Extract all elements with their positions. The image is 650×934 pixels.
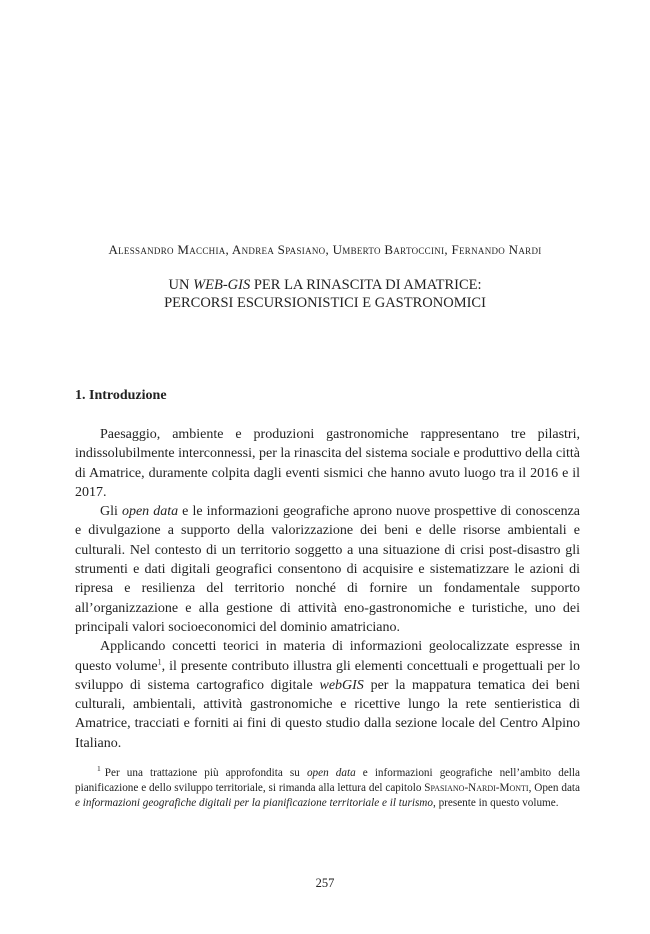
body-text — [75, 425, 580, 753]
footnote-author-reference: Spasiano-Nardi-Monti — [424, 782, 529, 795]
paragraph-emphasis: open data — [121, 504, 179, 520]
paragraph-text: Gli — [100, 504, 122, 520]
footnote-segment: , presente in questo volume. — [432, 797, 559, 810]
footnote — [75, 766, 580, 812]
paragraph-1: Paesaggio, ambiente e produzioni gastronomiche rappresentano tre pilastri, indissolubilmente interconnessi, per la rinascita del sistema sociale e produttivo della città di Amatrice, duramente colpita dagli eventi sismici che hanno avuto luogo tra il 2016 e il 2017. — [75, 427, 580, 500]
footnote-segment: e informazioni geografiche nell’ambito della pianificazione e dello sviluppo territoriale, si rimanda alla lettura del capitolo — [75, 767, 580, 795]
footnote-emphasis: e informazioni geografiche digitali per la pianificazione territoriale e il turismo — [75, 797, 433, 810]
paragraph-text: e le informazioni geografiche aprono nuove prospettive di conoscenza e divulgazione a supporto della valorizzazione dei beni e delle risorse ambientali e culturali. Nel contesto di un territorio soggetto a una situazione di crisi post-disastro gli strumenti e dati digitali geografici consentono di acquisire e sistematizzare le azioni di ripresa e resilienza del territorio nonché di fornire un fondamentale supporto all’organizzazione e alla gestione di attività eno-gastronomiche e turistiche, uno dei principali valori socioeconomici del dominio amatriciano. — [75, 504, 581, 635]
section-heading: 1. Introduzione — [75, 388, 167, 403]
title-text: PER LA RINASCITA DI AMATRICE: — [250, 277, 482, 293]
title-text: UN — [168, 277, 194, 293]
paragraph-text: Applicando concetti teorici in materia di informazioni geolocalizzate espresse in questo volume — [75, 639, 580, 674]
page-number: 257 — [315, 876, 335, 890]
title-line-2: PERCORSI ESCURSIONISTICI E GASTRONOMICI — [164, 295, 486, 311]
footnote-number: 1 — [97, 764, 101, 774]
paragraph-3 — [75, 637, 580, 753]
footnote-segment: , Open data — [528, 782, 580, 795]
footnote-segment: Per una trattazione più approfondita su — [104, 767, 307, 779]
chapter-title — [0, 276, 650, 312]
paragraph-text: , il presente contributo illustra gli elementi concettuali e progettuali per lo sviluppo di sistema cartografico digitale — [75, 658, 581, 693]
title-line-1 — [0, 276, 650, 294]
footnote-reference: 1 — [157, 656, 162, 666]
paragraph-text: per la mappatura tematica dei beni culturali, ambientali, attività gastronomiche e ricettive lungo la rete sentieristica di Amatrice, tracciati e forniti ai fini di questo studio dalla sezione locale del Centro Alpino Italiano. — [75, 677, 581, 751]
title-emphasis: WEB-GIS — [193, 277, 251, 293]
footnote-text — [75, 766, 580, 812]
paragraph-2 — [75, 502, 580, 637]
paragraph-emphasis: webGIS — [319, 677, 364, 693]
footnote-emphasis: open data — [306, 767, 356, 779]
author-list: Alessandro Macchia, Andrea Spasiano, Umberto Bartoccini, Fernando Nardi — [108, 242, 542, 257]
